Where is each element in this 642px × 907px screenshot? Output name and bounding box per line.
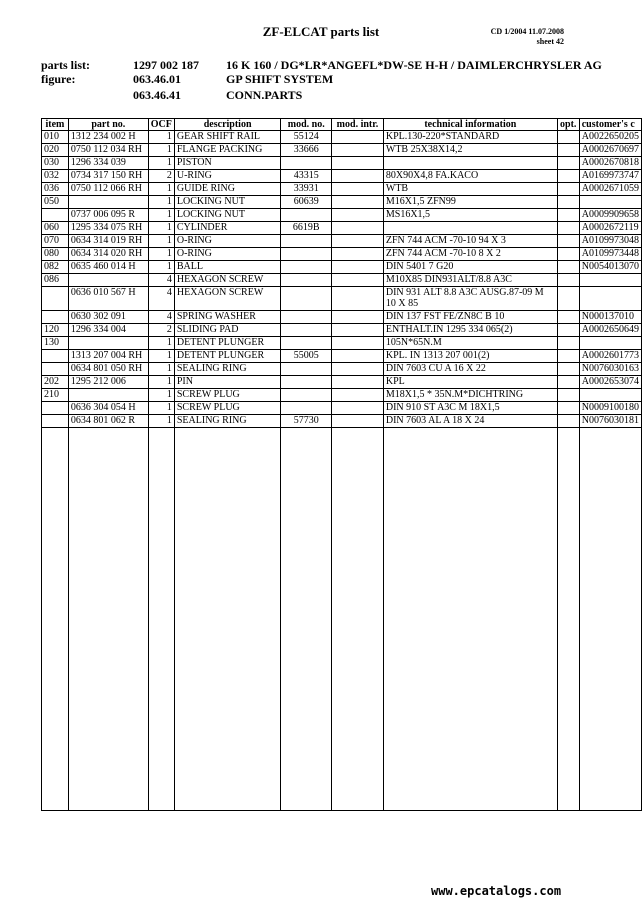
figure-label: figure: bbox=[41, 72, 76, 86]
part-no-cell: 0636 010 567 H bbox=[68, 287, 148, 311]
technical-info-cell: 105N*65N.M bbox=[383, 337, 557, 350]
mod-no-cell bbox=[281, 311, 332, 324]
empty-cell bbox=[148, 428, 174, 811]
item-cell: 086 bbox=[42, 274, 69, 287]
technical-info-cell: KPL bbox=[383, 376, 557, 389]
technical-info-cell: KPL. IN 1313 207 001(2) bbox=[383, 350, 557, 363]
figure-description: GP SHIFT SYSTEM bbox=[226, 72, 334, 86]
cd-date: CD 1/2004 11.07.2008 bbox=[490, 27, 564, 36]
mod-intr-cell bbox=[332, 287, 384, 311]
technical-info-cell: DIN 7603 CU A 16 X 22 bbox=[383, 363, 557, 376]
mod-no-cell: 33666 bbox=[281, 144, 332, 157]
description-cell: FLANGE PACKING bbox=[174, 144, 281, 157]
mod-no-cell bbox=[281, 235, 332, 248]
customer-cell: N0009100180 bbox=[579, 402, 641, 415]
customer-cell bbox=[579, 389, 641, 402]
ocf-cell: 2 bbox=[148, 324, 174, 337]
table-row bbox=[42, 350, 642, 363]
document-title: ZF-ELCAT parts list bbox=[262, 24, 380, 39]
customer-cell: N000137010 bbox=[579, 311, 641, 324]
col-header-ocf: OCF bbox=[148, 119, 174, 131]
customer-cell: A0002601773 bbox=[579, 350, 641, 363]
opt-cell bbox=[557, 170, 579, 183]
opt-cell bbox=[557, 324, 579, 337]
opt-cell bbox=[557, 415, 579, 428]
item-cell: 120 bbox=[42, 324, 69, 337]
col-header-mod-intr: mod. intr. bbox=[332, 119, 384, 131]
description-cell: BALL bbox=[174, 261, 281, 274]
customer-cell bbox=[579, 274, 641, 287]
item-cell: 036 bbox=[42, 183, 69, 196]
customer-cell: A0022650205 bbox=[579, 131, 641, 144]
ocf-cell: 1 bbox=[148, 415, 174, 428]
item-cell: 202 bbox=[42, 376, 69, 389]
col-header-part-no: part no. bbox=[68, 119, 148, 131]
technical-info-cell: DIN 137 FST FE/ZN8C B 10 bbox=[383, 311, 557, 324]
part-no-cell: 0635 460 014 H bbox=[68, 261, 148, 274]
ocf-cell: 1 bbox=[148, 209, 174, 222]
table-row bbox=[42, 131, 642, 144]
figure-number: 063.46.01 bbox=[133, 72, 181, 86]
customer-cell: N0054013070 bbox=[579, 261, 641, 274]
description-cell: O-RING bbox=[174, 248, 281, 261]
ocf-cell: 1 bbox=[148, 389, 174, 402]
part-no-cell bbox=[68, 274, 148, 287]
ocf-cell: 4 bbox=[148, 274, 174, 287]
description-cell: U-RING bbox=[174, 170, 281, 183]
description-cell: CYLINDER bbox=[174, 222, 281, 235]
item-cell: 060 bbox=[42, 222, 69, 235]
table-row bbox=[42, 311, 642, 324]
item-cell: 070 bbox=[42, 235, 69, 248]
part-no-cell: 0750 112 066 RH bbox=[68, 183, 148, 196]
mod-intr-cell bbox=[332, 389, 384, 402]
part-no-cell: 0630 302 091 bbox=[68, 311, 148, 324]
ocf-cell: 1 bbox=[148, 196, 174, 209]
mod-intr-cell bbox=[332, 415, 384, 428]
part-no-cell: 1313 207 004 RH bbox=[68, 350, 148, 363]
sheet-number: sheet 42 bbox=[536, 37, 564, 46]
col-header-description: description bbox=[174, 119, 281, 131]
table-row bbox=[42, 376, 642, 389]
mod-no-cell: 6619B bbox=[281, 222, 332, 235]
technical-info-cell: WTB 25X38X14,2 bbox=[383, 144, 557, 157]
technical-info-cell: DIN 7603 AL A 18 X 24 bbox=[383, 415, 557, 428]
table-row bbox=[42, 235, 642, 248]
description-cell: PISTON bbox=[174, 157, 281, 170]
opt-cell bbox=[557, 248, 579, 261]
technical-info-cell: DIN 5401 7 G20 bbox=[383, 261, 557, 274]
item-cell: 130 bbox=[42, 337, 69, 350]
table-row bbox=[42, 402, 642, 415]
opt-cell bbox=[557, 376, 579, 389]
ocf-cell: 1 bbox=[148, 350, 174, 363]
table-row bbox=[42, 209, 642, 222]
technical-info-cell: DIN 910 ST A3C M 18X1,5 bbox=[383, 402, 557, 415]
item-cell bbox=[42, 311, 69, 324]
mod-no-cell: 55124 bbox=[281, 131, 332, 144]
customer-cell bbox=[579, 337, 641, 350]
item-cell: 010 bbox=[42, 131, 69, 144]
mod-intr-cell bbox=[332, 337, 384, 350]
figure2-number: 063.46.41 bbox=[133, 88, 181, 102]
ocf-cell: 1 bbox=[148, 222, 174, 235]
mod-intr-cell bbox=[332, 183, 384, 196]
customer-cell: A0002650649 bbox=[579, 324, 641, 337]
mod-no-cell bbox=[281, 209, 332, 222]
opt-cell bbox=[557, 389, 579, 402]
mod-intr-cell bbox=[332, 131, 384, 144]
mod-no-cell bbox=[281, 337, 332, 350]
description-cell: SPRING WASHER bbox=[174, 311, 281, 324]
table-row bbox=[42, 222, 642, 235]
technical-info-cell: WTB bbox=[383, 183, 557, 196]
mod-intr-cell bbox=[332, 311, 384, 324]
part-no-cell: 0634 801 062 R bbox=[68, 415, 148, 428]
item-cell: 210 bbox=[42, 389, 69, 402]
part-no-cell bbox=[68, 389, 148, 402]
opt-cell bbox=[557, 183, 579, 196]
part-no-cell: 1296 334 039 bbox=[68, 157, 148, 170]
col-header-mod-no: mod. no. bbox=[281, 119, 332, 131]
ocf-cell: 1 bbox=[148, 261, 174, 274]
technical-info-cell: M18X1,5 * 35N.M*DICHTRING bbox=[383, 389, 557, 402]
description-cell: SCREW PLUG bbox=[174, 389, 281, 402]
item-cell bbox=[42, 209, 69, 222]
item-cell bbox=[42, 287, 69, 311]
part-no-cell: 0737 006 095 R bbox=[68, 209, 148, 222]
description-cell: LOCKING NUT bbox=[174, 209, 281, 222]
ocf-cell: 4 bbox=[148, 287, 174, 311]
technical-info-cell: M16X1,5 ZFN99 bbox=[383, 196, 557, 209]
description-cell: SEALING RING bbox=[174, 415, 281, 428]
ocf-cell: 1 bbox=[148, 337, 174, 350]
col-header-item: item bbox=[42, 119, 69, 131]
technical-info-cell: ZFN 744 ACM -70-10 94 X 3 bbox=[383, 235, 557, 248]
customer-cell: A0009909658 bbox=[579, 209, 641, 222]
item-cell: 082 bbox=[42, 261, 69, 274]
mod-no-cell bbox=[281, 261, 332, 274]
parts-list-description: 16 K 160 / DG*LR*ANGEFL*DW-SE H-H / DAIMLERCHRYSLER AG bbox=[226, 58, 602, 72]
item-cell: 020 bbox=[42, 144, 69, 157]
opt-cell bbox=[557, 222, 579, 235]
mod-no-cell bbox=[281, 274, 332, 287]
description-cell: GEAR SHIFT RAIL bbox=[174, 131, 281, 144]
mod-no-cell bbox=[281, 389, 332, 402]
table-row bbox=[42, 415, 642, 428]
part-no-cell: 0634 801 050 RH bbox=[68, 363, 148, 376]
empty-cell bbox=[332, 428, 384, 811]
mod-intr-cell bbox=[332, 170, 384, 183]
description-cell: SCREW PLUG bbox=[174, 402, 281, 415]
technical-info-cell: M10X85 DIN931ALT/8.8 A3C bbox=[383, 274, 557, 287]
col-header-customer: customer's c bbox=[579, 119, 641, 131]
description-cell: HEXAGON SCREW bbox=[174, 274, 281, 287]
description-cell: LOCKING NUT bbox=[174, 196, 281, 209]
parts-list-number: 1297 002 187 bbox=[133, 58, 199, 72]
customer-cell: A0109973048 bbox=[579, 235, 641, 248]
part-no-cell: 1295 334 075 RH bbox=[68, 222, 148, 235]
opt-cell bbox=[557, 157, 579, 170]
part-no-cell: 0750 112 034 RH bbox=[68, 144, 148, 157]
empty-cell bbox=[281, 428, 332, 811]
part-no-cell bbox=[68, 337, 148, 350]
part-no-cell: 0734 317 150 RH bbox=[68, 170, 148, 183]
technical-info-cell: 80X90X4,8 FA.KACO bbox=[383, 170, 557, 183]
description-cell: DETENT PLUNGER bbox=[174, 350, 281, 363]
empty-cell bbox=[383, 428, 557, 811]
opt-cell bbox=[557, 196, 579, 209]
technical-info-cell bbox=[383, 157, 557, 170]
table-row bbox=[42, 324, 642, 337]
mod-intr-cell bbox=[332, 248, 384, 261]
opt-cell bbox=[557, 274, 579, 287]
mod-intr-cell bbox=[332, 235, 384, 248]
empty-cell bbox=[579, 428, 641, 811]
opt-cell bbox=[557, 209, 579, 222]
opt-cell bbox=[557, 261, 579, 274]
mod-intr-cell bbox=[332, 222, 384, 235]
opt-cell bbox=[557, 287, 579, 311]
customer-cell: N0076030163 bbox=[579, 363, 641, 376]
customer-cell: A0002672119 bbox=[579, 222, 641, 235]
customer-cell: A0002670818 bbox=[579, 157, 641, 170]
mod-intr-cell bbox=[332, 363, 384, 376]
opt-cell bbox=[557, 144, 579, 157]
mod-intr-cell bbox=[332, 324, 384, 337]
table-row bbox=[42, 144, 642, 157]
ocf-cell: 1 bbox=[148, 183, 174, 196]
table-header-row bbox=[42, 119, 642, 131]
table-row bbox=[42, 261, 642, 274]
mod-no-cell bbox=[281, 157, 332, 170]
customer-cell: A0169973747 bbox=[579, 170, 641, 183]
mod-no-cell: 60639 bbox=[281, 196, 332, 209]
part-no-cell: 1295 212 006 bbox=[68, 376, 148, 389]
table-row bbox=[42, 170, 642, 183]
ocf-cell: 4 bbox=[148, 311, 174, 324]
ocf-cell: 1 bbox=[148, 402, 174, 415]
table-row bbox=[42, 196, 642, 209]
table-row bbox=[42, 157, 642, 170]
mod-no-cell: 57730 bbox=[281, 415, 332, 428]
ocf-cell: 1 bbox=[148, 248, 174, 261]
description-cell: O-RING bbox=[174, 235, 281, 248]
opt-cell bbox=[557, 402, 579, 415]
item-cell: 032 bbox=[42, 170, 69, 183]
opt-cell bbox=[557, 311, 579, 324]
description-cell: HEXAGON SCREW bbox=[174, 287, 281, 311]
item-cell bbox=[42, 363, 69, 376]
mod-intr-cell bbox=[332, 376, 384, 389]
opt-cell bbox=[557, 131, 579, 144]
mod-no-cell: 55005 bbox=[281, 350, 332, 363]
cd-version bbox=[470, 27, 564, 47]
mod-no-cell bbox=[281, 324, 332, 337]
part-no-cell: 0634 314 019 RH bbox=[68, 235, 148, 248]
customer-cell: A0002670697 bbox=[579, 144, 641, 157]
mod-intr-cell bbox=[332, 196, 384, 209]
mod-intr-cell bbox=[332, 274, 384, 287]
table-row bbox=[42, 363, 642, 376]
ocf-cell: 1 bbox=[148, 157, 174, 170]
table-row bbox=[42, 183, 642, 196]
customer-cell: A0002653074 bbox=[579, 376, 641, 389]
table-filler-row bbox=[42, 428, 642, 811]
description-cell: PIN bbox=[174, 376, 281, 389]
parts-list-label: parts list: bbox=[41, 58, 90, 72]
mod-intr-cell bbox=[332, 402, 384, 415]
opt-cell bbox=[557, 363, 579, 376]
figure2-description: CONN.PARTS bbox=[226, 88, 303, 102]
table-row bbox=[42, 337, 642, 350]
mod-intr-cell bbox=[332, 157, 384, 170]
customer-cell: A0109973448 bbox=[579, 248, 641, 261]
item-cell bbox=[42, 402, 69, 415]
col-header-opt: opt. bbox=[557, 119, 579, 131]
customer-cell bbox=[579, 196, 641, 209]
website-watermark: www.epcatalogs.com bbox=[431, 884, 562, 898]
ocf-cell: 1 bbox=[148, 131, 174, 144]
customer-cell: N0076030181 bbox=[579, 415, 641, 428]
mod-intr-cell bbox=[332, 209, 384, 222]
customer-cell: A0002671059 bbox=[579, 183, 641, 196]
mod-no-cell: 43315 bbox=[281, 170, 332, 183]
empty-cell bbox=[42, 428, 69, 811]
table-row bbox=[42, 274, 642, 287]
item-cell: 050 bbox=[42, 196, 69, 209]
mod-no-cell bbox=[281, 363, 332, 376]
mod-intr-cell bbox=[332, 261, 384, 274]
technical-info-cell: ZFN 744 ACM -70-10 8 X 2 bbox=[383, 248, 557, 261]
table-row bbox=[42, 389, 642, 402]
technical-info-cell: DIN 931 ALT 8.8 A3C AUSG.87-09 M 10 X 85 bbox=[383, 287, 557, 311]
ocf-cell: 1 bbox=[148, 376, 174, 389]
mod-no-cell: 33931 bbox=[281, 183, 332, 196]
mod-no-cell bbox=[281, 287, 332, 311]
part-no-cell: 0634 314 020 RH bbox=[68, 248, 148, 261]
opt-cell bbox=[557, 235, 579, 248]
description-cell: SLIDING PAD bbox=[174, 324, 281, 337]
mod-no-cell bbox=[281, 248, 332, 261]
ocf-cell: 1 bbox=[148, 235, 174, 248]
mod-no-cell bbox=[281, 376, 332, 389]
table-row bbox=[42, 248, 642, 261]
description-cell: DETENT PLUNGER bbox=[174, 337, 281, 350]
description-cell: SEALING RING bbox=[174, 363, 281, 376]
ocf-cell: 2 bbox=[148, 170, 174, 183]
col-header-technical-information: technical information bbox=[383, 119, 557, 131]
description-cell: GUIDE RING bbox=[174, 183, 281, 196]
part-no-cell bbox=[68, 196, 148, 209]
item-cell: 080 bbox=[42, 248, 69, 261]
empty-cell bbox=[174, 428, 281, 811]
technical-info-cell: MS16X1,5 bbox=[383, 209, 557, 222]
technical-info-cell bbox=[383, 222, 557, 235]
item-cell bbox=[42, 350, 69, 363]
part-no-cell: 1312 234 002 H bbox=[68, 131, 148, 144]
empty-cell bbox=[557, 428, 579, 811]
mod-intr-cell bbox=[332, 144, 384, 157]
opt-cell bbox=[557, 337, 579, 350]
item-cell: 030 bbox=[42, 157, 69, 170]
mod-intr-cell bbox=[332, 350, 384, 363]
parts-table bbox=[41, 118, 642, 811]
part-no-cell: 0636 304 054 H bbox=[68, 402, 148, 415]
empty-cell bbox=[68, 428, 148, 811]
ocf-cell: 1 bbox=[148, 363, 174, 376]
item-cell bbox=[42, 415, 69, 428]
part-no-cell: 1296 334 004 bbox=[68, 324, 148, 337]
mod-no-cell bbox=[281, 402, 332, 415]
ocf-cell: 1 bbox=[148, 144, 174, 157]
customer-cell bbox=[579, 287, 641, 311]
table-row bbox=[42, 287, 642, 311]
technical-info-cell: ENTHALT.IN 1295 334 065(2) bbox=[383, 324, 557, 337]
technical-info-cell: KPL.130-220*STANDARD bbox=[383, 131, 557, 144]
opt-cell bbox=[557, 350, 579, 363]
